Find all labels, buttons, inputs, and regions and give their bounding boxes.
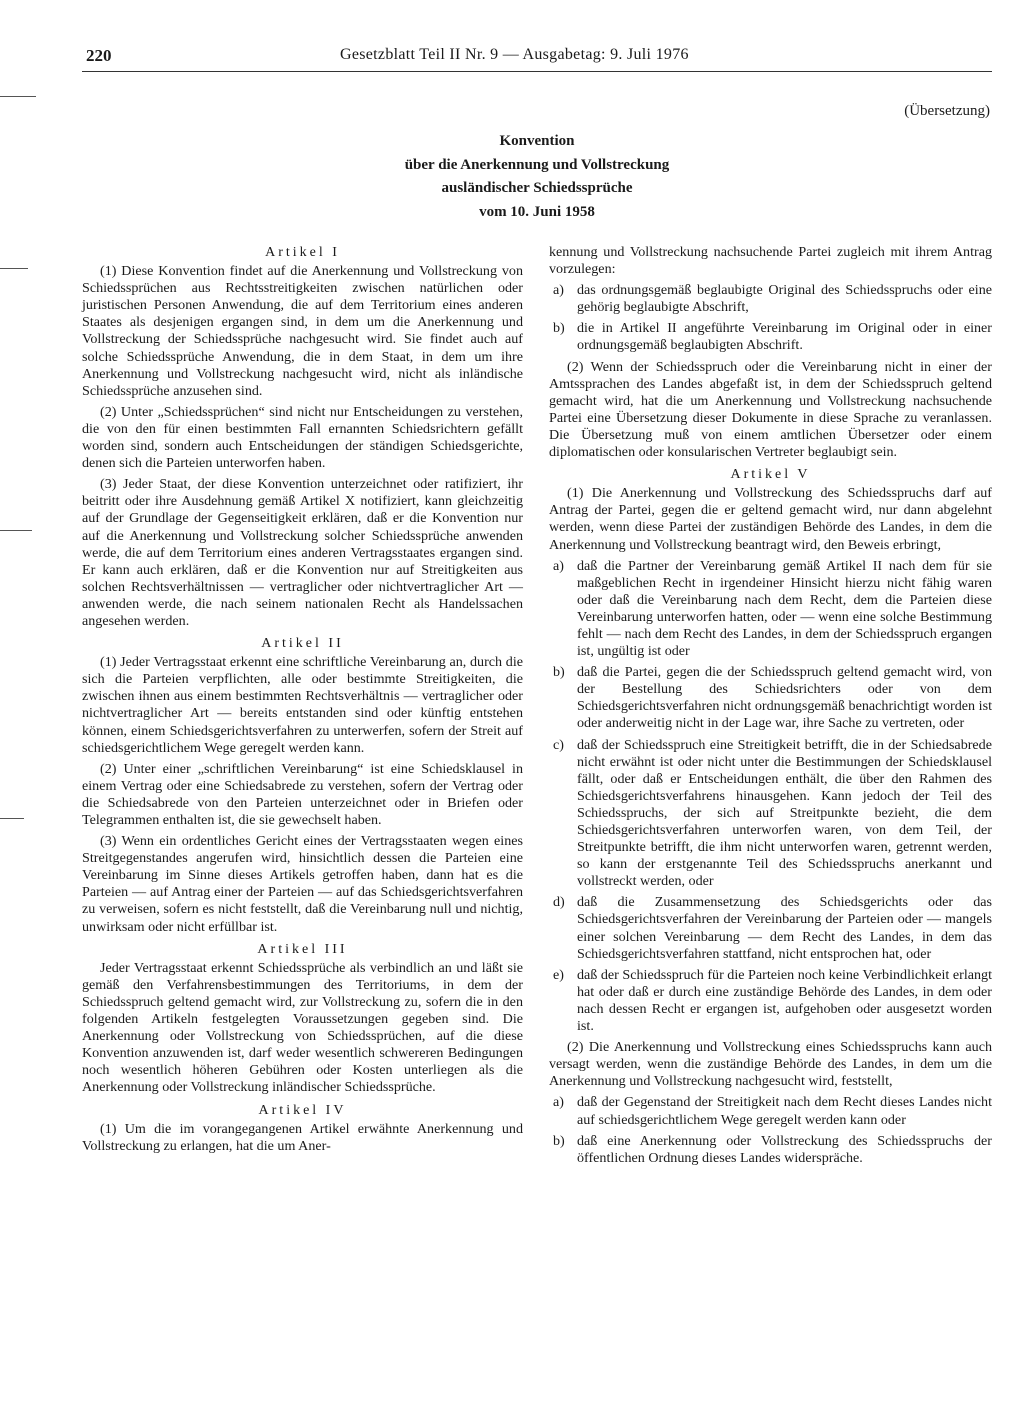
paragraph: (3) Jeder Staat, der diese Konvention unterzeichnet oder ratifiziert, ihr beitritt oder ihre Ausdehnung gemäß Artikel X notifiziert, kann gleichzeitig auf der Grundlage der Gegenseitigkeit erklären, daß er die Konvention nur auf die Anerkennung und Vollstreckung solcher Schiedssprüche anwenden werde, die auf dem Territorium eines anderen Vertragsstaates ergangen sind. Er kann auch erklären, daß er die Konvention nur auf Streitigkeiten aus solchen Rechtsverhältnissen — vertraglicher oder nichtvertraglicher Art — anwenden werde, die nach seinem nationalen Recht als Handelssachen angesehen werden.	[82, 476, 523, 629]
list-item	[549, 1133, 992, 1167]
list-item	[549, 320, 992, 354]
margin-mark	[0, 818, 24, 819]
list-item	[549, 664, 992, 732]
item-label: b)	[553, 1132, 565, 1149]
paragraph: (1) Um die im vorangegangenen Artikel erwähnte Anerkennung und Vollstreckung zu erlangen, hat die um Aner-	[82, 1120, 523, 1154]
item-text: daß der Schiedsspruch für die Parteien noch keine Verbindlichkeit erlangt hat oder daß er durch eine zuständige Behörde des Landes, in dem oder nach dessen Recht er ergangen ist, aufgehoben oder ausgesetzt worden ist.	[577, 966, 992, 1035]
article-heading: Artikel I	[265, 245, 340, 260]
left-column	[82, 244, 523, 1159]
article-heading: Artikel V	[730, 467, 811, 483]
page-number: 220	[86, 46, 112, 65]
item-text: das ordnungsgemäß beglaubigte Original des Schiedsspruchs oder eine gehörig beglaubigte Abschrift,	[577, 282, 992, 316]
document-title	[82, 130, 992, 224]
paragraph: (2) Wenn der Schiedsspruch oder die Vereinbarung nicht in einer der Amtssprachen des Landes abgefaßt ist, in dem der Schiedsspruch geltend gemacht wird, hat die um Anerkennung und Vollstreckung nachsuchende Partei eine Übersetzung dieser Dokumente in diese Sprache zu veranlassen. Die Übersetzung muß von einem amtlichen Übersetzer oder einem diplomatischen oder konsularischen Vertreter beglaubigt sein.	[549, 358, 992, 461]
item-text: daß der Schiedsspruch eine Streitigkeit betrifft, die in der Schiedsabrede nicht erwähnt ist oder nicht unter die Bestimmungen der Schiedsklausel fällt, oder daß er Entscheidungen enthält, die über den Rahmen des Schiedsgerichtsverfahrens hinausgehen. Kann jedoch der Teil des Schiedsspruchs, der sich auf Streitpunkte bezieht, die dem Schiedsgerichtsverfahren unterworfen waren, von dem Teil, der Streitpunkte betrifft, die ihm nicht unterworfen waren, getrennt werden, so kann der erstgenannte Teil des Schiedsspruchs anerkannt und vollstreckt werden, oder	[577, 736, 992, 890]
item-label: c)	[553, 736, 564, 753]
item-text: daß die Zusammensetzung des Schiedsgerichts oder das Schiedsgerichtsverfahren der Vereinbarung der Parteien oder — mangels einer solchen Vereinbarung — dem Recht des Landes, in dem das Schiedsgerichtsverfahren stattfand, nicht entsprochen hat, oder	[577, 894, 992, 962]
item-text: daß die Partei, gegen die der Schiedsspruch geltend gemacht wird, von der Bestellung des Schiedsrichters oder von dem Schiedsgerichtsverfahren nicht ordnungsgemäß benachrichtigt worden ist oder anderweitig nicht in der Lage war, ihre Sache zu vertreten, oder	[577, 664, 992, 732]
running-header: Gesetzblatt Teil II Nr. 9 — Ausgabetag: 9. Juli 1976	[340, 46, 689, 63]
article-heading: Artikel III	[257, 941, 348, 957]
list-item	[549, 894, 992, 962]
right-column	[549, 244, 992, 1171]
paragraph: (1) Jeder Vertragsstaat erkennt eine schriftliche Vereinbarung an, durch die sich die Parteien verpflichten, alle oder bestimmte Streitigkeiten, die zwischen ihnen aus einem bestimmten Rechtsverhältnis — vertraglicher oder nichtvertraglicher Art — bereits entstanden sind oder künftig entstehen können, einem Schiedsgerichtsverfahren zu unterwerfen, sofern der Streit auf schiedsgerichtlichem Wege geregelt werden kann.	[82, 654, 523, 756]
item-text: daß eine Anerkennung oder Vollstreckung des Schiedsspruchs der öffentlichen Ordnung dieses Landes widerspräche.	[577, 1132, 992, 1166]
item-label: e)	[553, 966, 564, 983]
list-item	[549, 558, 992, 661]
title-line: Konvention	[499, 133, 575, 149]
margin-mark	[0, 530, 32, 531]
item-text: daß der Gegenstand der Streitigkeit nach dem Recht dieses Landes nicht auf schiedsgerichtlichem Wege geregelt werden kann oder	[577, 1094, 992, 1128]
article-heading: Artikel II	[261, 636, 344, 652]
margin-mark	[0, 268, 28, 269]
translation-note: (Übersetzung)	[904, 103, 990, 119]
paragraph: (3) Wenn ein ordentliches Gericht eines der Vertragsstaaten wegen eines Streitgegenstandes angerufen wird, hinsichtlich dessen die Parteien eine Vereinbarung im Sinne dieses Artikels getroffen haben, dann hat es die Parteien — auf Antrag einer der Parteien — auf das Schiedsgerichtsverfahren zu verweisen, sofern es nicht feststellt, daß die Vereinbarung null und nichtig, unwirksam oder nicht erfüllbar ist.	[82, 833, 523, 935]
item-label: b)	[553, 320, 565, 337]
header-rule	[82, 71, 992, 72]
article-heading: Artikel IV	[258, 1102, 347, 1118]
item-label: d)	[553, 894, 565, 911]
item-text: die in Artikel II angeführte Vereinbarung im Original oder in einer ordnungsgemäß beglaubigten Abschrift.	[577, 320, 992, 354]
title-line: vom 10. Juni 1958	[479, 203, 595, 220]
title-line: ausländischer Schiedssprüche	[441, 180, 633, 196]
item-label: a)	[553, 282, 564, 299]
item-text: daß die Partner der Vereinbarung gemäß Artikel II nach dem für sie maßgeblichen Recht in irgendeiner Hinsicht hierzu nicht fähig waren oder daß die Vereinbarung nach dem Recht, dem die Parteien diese Vereinbarung unterworfen hatten, oder — wenn eine solche Bestimmung fehlt — nach dem Recht des Landes, in dem der Schiedsspruch ergangen ist, ungültig ist oder	[577, 557, 992, 660]
margin-mark	[0, 96, 36, 97]
list-item	[549, 282, 992, 316]
list-item	[549, 737, 992, 891]
paragraph: (1) Diese Konvention findet auf die Anerkennung und Vollstreckung von Schiedssprüchen aus Rechtsstreitigkeiten zwischen natürlichen oder juristischen Personen Anwendung, die auf dem Territorium eines anderen Staates als desjenigen ergangen sind, in dem um die Anerkennung und Vollstreckung der Schiedssprüche nachgesucht wird. Sie findet auch auf solche Schiedssprüche Anwendung, die in dem Staat, in dem um ihre Anerkennung und Vollstreckung nachgesucht wird, nicht als inländische Schiedssprüche anzusehen sind.	[82, 263, 523, 399]
paragraph: (1) Die Anerkennung und Vollstreckung des Schiedsspruchs darf auf Antrag der Partei, gegen die er geltend gemacht wird, nur dann abgelehnt werden, wenn diese Partei der zuständigen Behörde des Landes, in dem die Anerkennung und Vollstreckung beantragt wird, den Beweis erbringt,	[549, 485, 992, 553]
item-label: a)	[553, 557, 564, 574]
paragraph-continuation: kennung und Vollstreckung nachsuchende Partei zugleich mit ihrem Antrag vorzulegen:	[549, 244, 992, 278]
title-line: über die Anerkennung und Vollstreckung	[404, 156, 670, 173]
list-item	[549, 1094, 992, 1128]
paragraph: (2) Die Anerkennung und Vollstreckung eines Schiedsspruchs kann auch versagt werden, wenn die zuständige Behörde des Landes, in dem um die Anerkennung und Vollstreckung nachgesucht wird, feststellt,	[549, 1039, 992, 1090]
item-label: a)	[553, 1094, 564, 1111]
list-item	[549, 967, 992, 1035]
paragraph: (2) Unter einer „schriftlichen Vereinbarung“ ist eine Schiedsklausel in einem Vertrag oder eine Schiedsabrede zu verstehen, sofern der Vertrag oder die Schiedsabrede von den Parteien unterzeichnet oder in Briefen oder Telegrammen enthalten ist, die sie gewechselt haben.	[82, 760, 523, 828]
paragraph: Jeder Vertragsstaat erkennt Schiedssprüche als verbindlich an und läßt sie gemäß den Verfahrensbestimmungen des Territoriums, in dem der Schiedsspruch geltend gemacht wird, zur Vollstreckung zu, sofern die in den folgenden Artikeln festgelegten Voraussetzungen gegeben sind. Die Anerkennung oder Vollstreckung von Schiedssprüchen, auf die diese Konvention anzuwenden ist, darf weder wesentlich schwereren Bedingungen noch wesentlich höheren Gebühren oder Kosten unterliegen als die Anerkennung oder Vollstreckung inländischer Schiedssprüche.	[82, 959, 523, 1096]
item-label: b)	[553, 664, 565, 681]
paragraph: (2) Unter „Schiedssprüchen“ sind nicht nur Entscheidungen zu verstehen, die von den für einen bestimmten Fall ernannten Schiedsrichtern gefällt worden sind, sondern auch Entscheidungen der ständigen Schiedsgerichte, denen sich die Parteien unterworfen haben.	[82, 403, 523, 472]
